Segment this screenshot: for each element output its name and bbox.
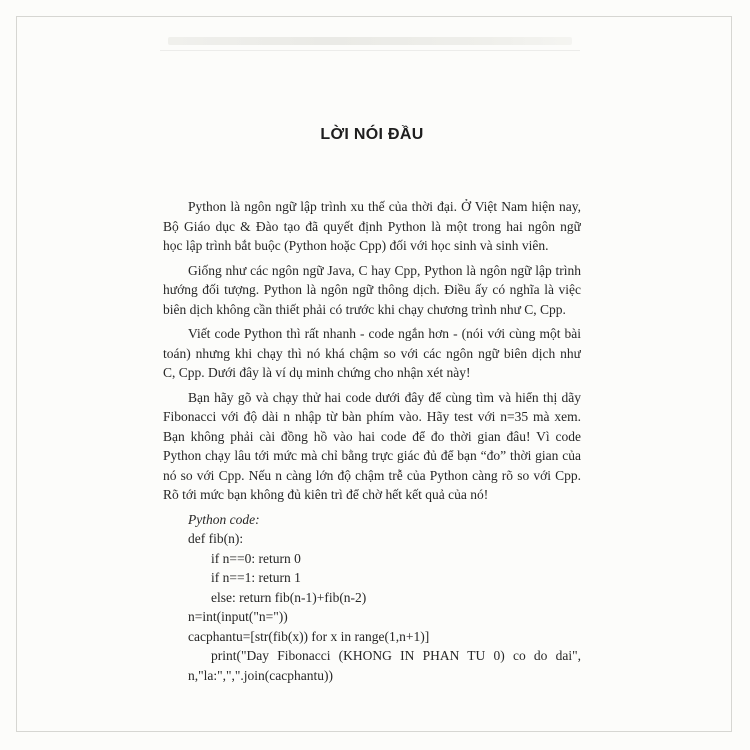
running-header: [168, 37, 572, 45]
text-line: Python là ngôn ngữ lập trình xu thế của thời đại. Ở Việt Nam hiện nay,: [188, 199, 581, 214]
text-line: Giống như các ngôn ngữ Java, C hay Cpp, Python là ngôn ngữ lập trình: [188, 262, 581, 278]
text-line: hướng đối tượng. Python là ngôn ngữ thông dịch. Điều ấy có nghĩa là việc: [163, 282, 581, 297]
code-line: if n==1: return 1: [211, 570, 301, 585]
code-line: n=int(input("n=")): [188, 609, 288, 624]
paragraph: [163, 324, 581, 383]
body-text: [163, 197, 581, 685]
code-line: print("Day Fibonacci (KHONG IN PHAN TU 0) co do dai",: [211, 648, 581, 663]
text-line: Python chạy lâu tới mức mà chỉ bằng trực giác đủ để bạn “đo” thời gian của: [163, 448, 581, 463]
page-title: LỜI NÓI ĐẦU: [320, 126, 424, 143]
code-line: else: return fib(n-1)+fib(n-2): [211, 589, 367, 605]
text-line: Bạn hãy gõ và chạy thử hai code dưới đây để cùng tìm và hiển thị dãy: [188, 389, 581, 405]
code-line: def fib(n):: [188, 531, 244, 546]
text-line: toán) nhưng khi chạy thì nó khá chậm so với các ngôn ngữ biên dịch như: [163, 345, 581, 361]
code-line: cacphantu=[str(fib(x)) for x in range(1,n+1)]: [188, 628, 430, 644]
paragraph: [163, 388, 581, 505]
text-line: Bạn không phải cài đồng hồ vào hai code để đo thời gian đâu! Vì code: [163, 428, 581, 444]
code-block: [163, 510, 581, 686]
text-line: Viết code Python thì rất nhanh - code ngắn hơn - (nói với cùng một bài: [188, 326, 581, 341]
code-line: if n==0: return 0: [211, 550, 301, 566]
text-line: học lập trình bắt buộc (Python hoặc Cpp) đối với học sinh và sinh viên.: [163, 238, 549, 253]
text-line: nó so với Cpp. Nếu n càng lớn độ chậm trễ của Python càng rõ so với Cpp.: [163, 467, 581, 483]
text-line: Bộ Giáo dục & Đào tạo đã quyết định Python là một trong hai ngôn ngữ: [163, 218, 581, 234]
text-line: Fibonacci với độ dài n nhập từ bàn phím vào. Hãy test với n=35 mà xem.: [163, 409, 581, 424]
paragraph: [163, 197, 581, 256]
text-line: Rõ tới mức bạn không đủ kiên trì để chờ hết kết quả của nó!: [163, 487, 489, 502]
text-line: C, Cpp. Dưới đây là ví dụ minh chứng cho nhận xét này!: [163, 365, 471, 380]
text-line: biên dịch không cần thiết phải có trước khi chạy chương trình như C, Cpp.: [163, 301, 566, 317]
code-line: n,"la:",",".join(cacphantu)): [188, 667, 333, 683]
paragraph: [163, 261, 581, 320]
header-rule: [160, 50, 580, 51]
code-label: Python code:: [188, 511, 260, 527]
